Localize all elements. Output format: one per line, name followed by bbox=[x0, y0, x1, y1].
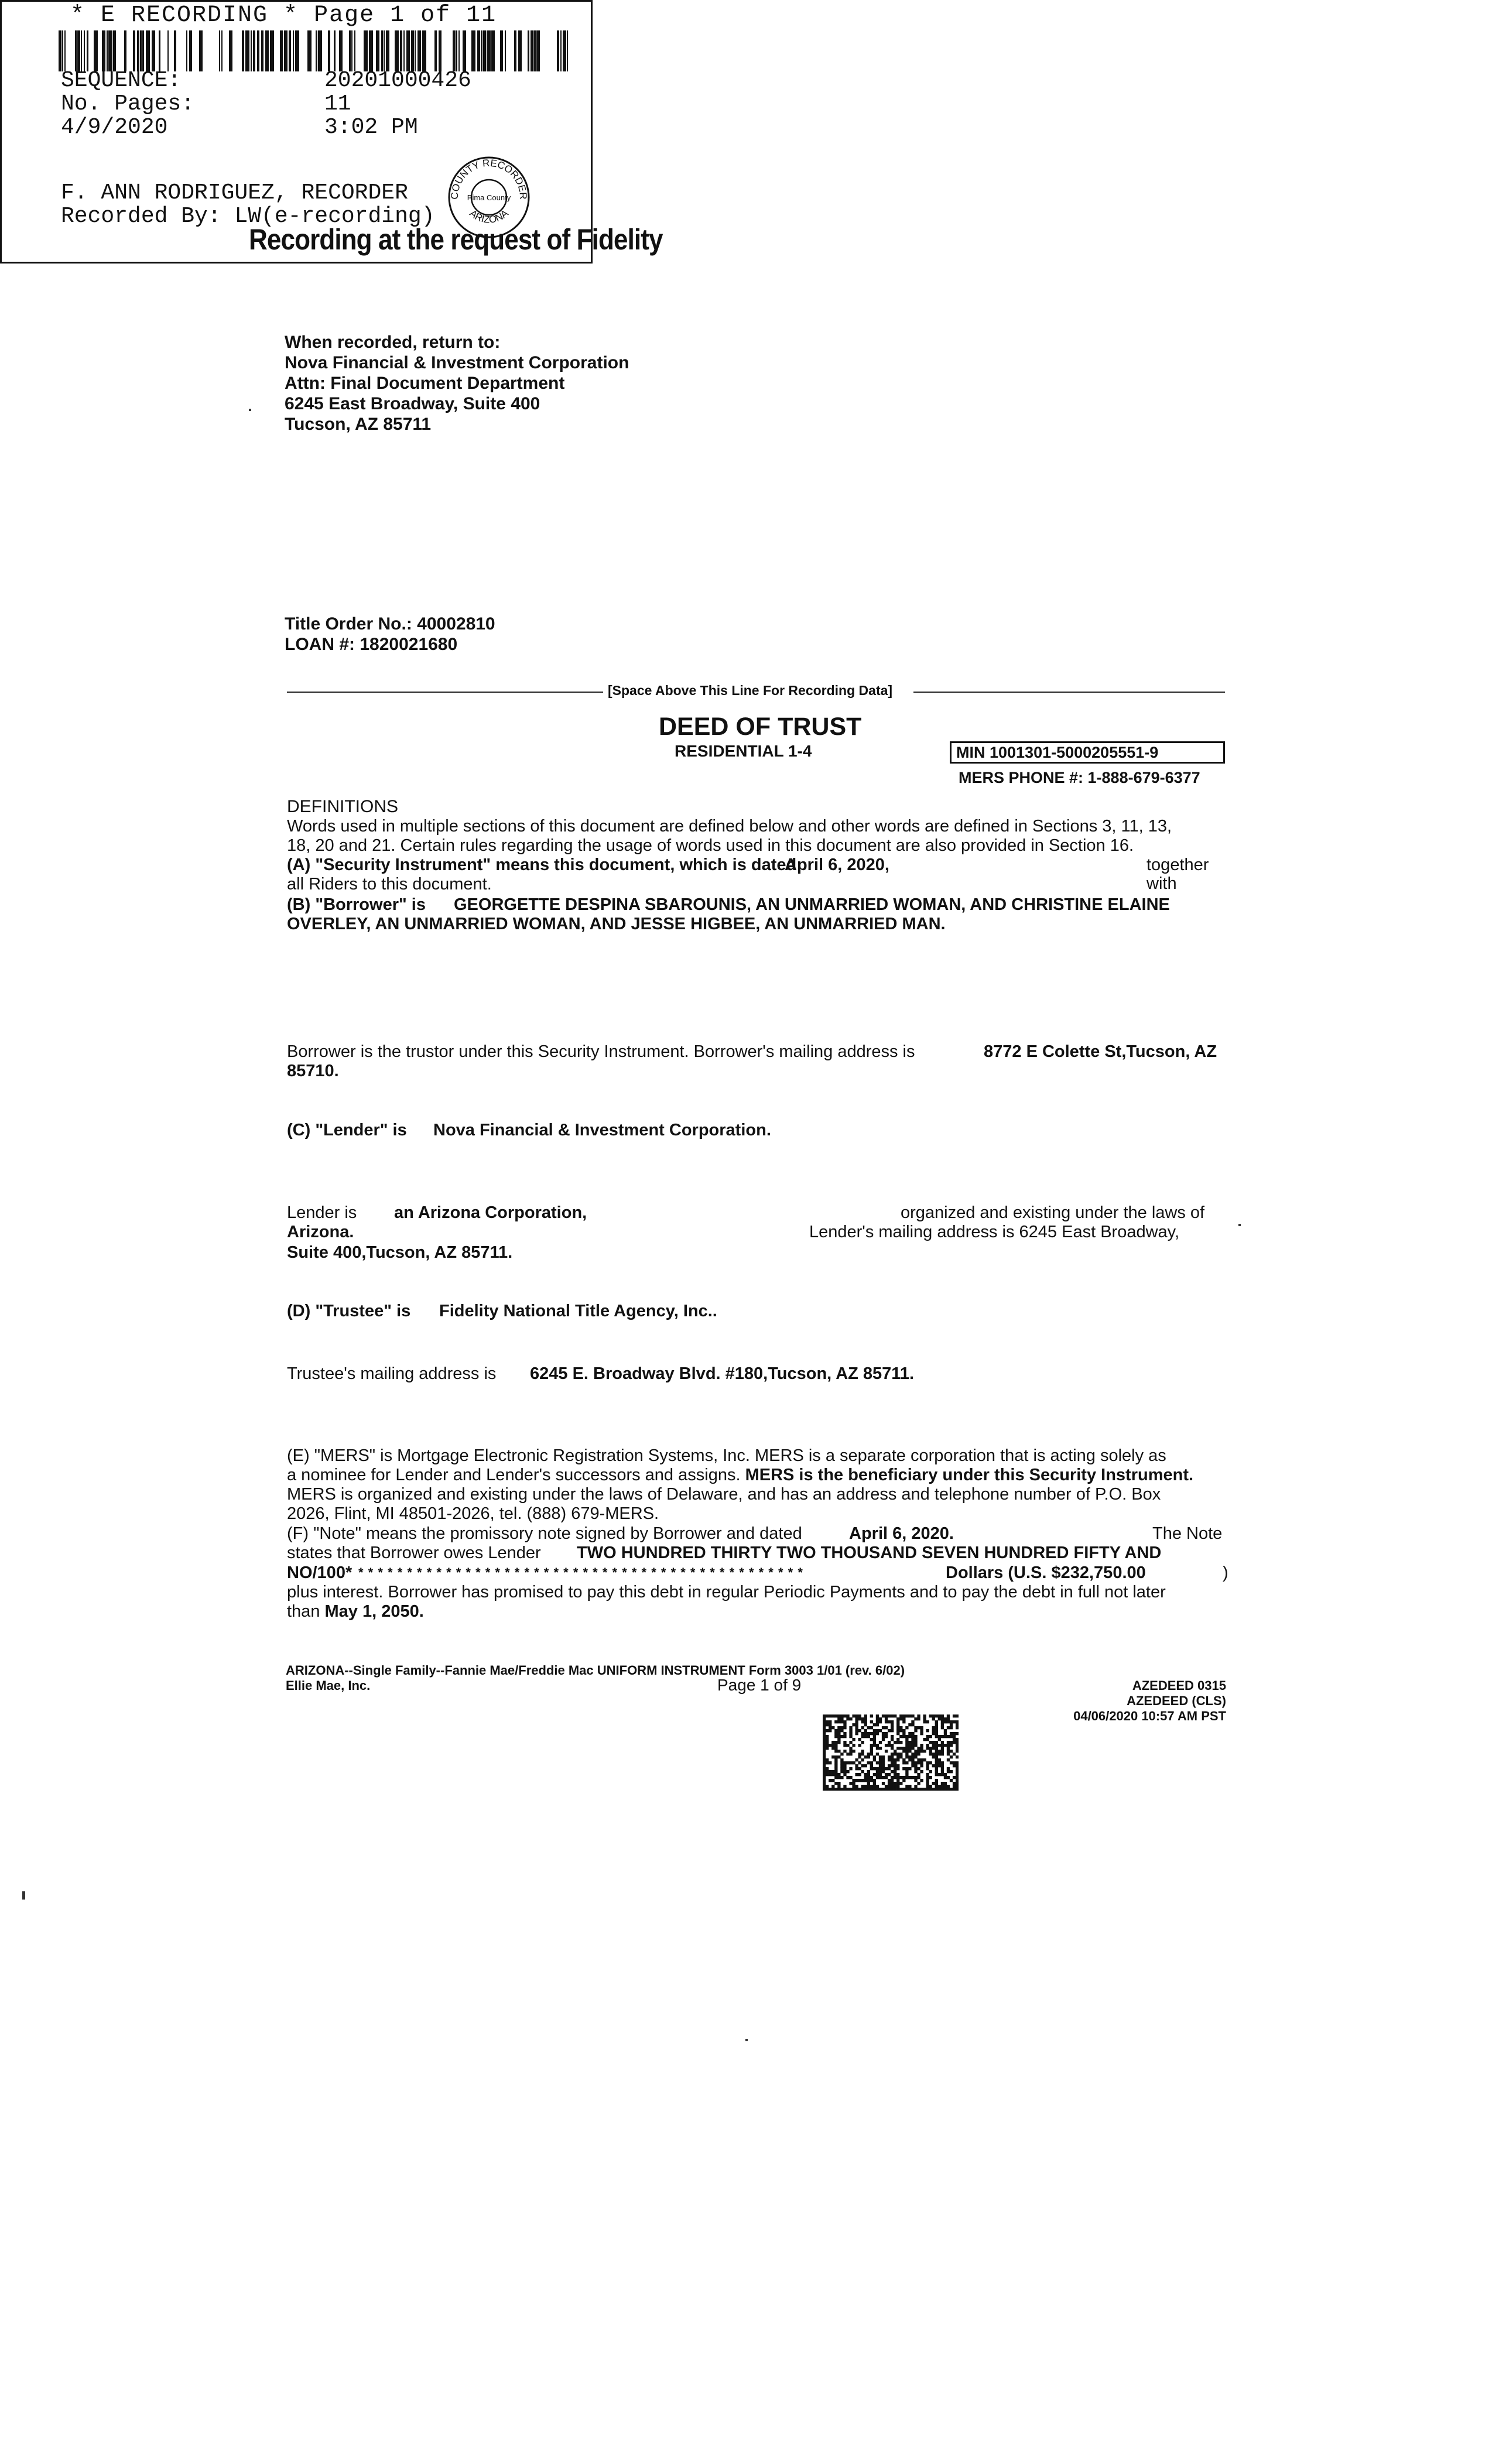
borrower-address-label: Borrower is the trustor under this Security Instrument. Borrower's mailing address is bbox=[287, 1042, 915, 1061]
note-amount-words-end: NO/100* bbox=[287, 1563, 352, 1582]
lender-name: Nova Financial & Investment Corporation. bbox=[433, 1121, 771, 1139]
definition-f-text: (F) "Note" means the promissory note signed by Borrower and dated bbox=[287, 1524, 802, 1543]
definition-b-line-1 bbox=[287, 895, 1236, 914]
definition-e-line-1: (E) "MERS" is Mortgage Electronic Registration Systems, Inc. MERS is a separate corporation that is acting solely as bbox=[287, 1446, 1166, 1465]
record-time: 3:02 PM bbox=[324, 115, 418, 140]
definition-f-line-4: plus interest. Borrower has promised to pay this debt in regular Periodic Payments and to pay the debt in full not later bbox=[287, 1583, 1166, 1601]
return-to-block bbox=[285, 332, 629, 434]
note-date: April 6, 2020. bbox=[849, 1524, 954, 1543]
form-identifier: ARIZONA--Single Family--Fannie Mae/Freddie Mac UNIFORM INSTRUMENT Form 3003 1/01 (rev. 6/02) bbox=[286, 1663, 905, 1678]
barcode-icon bbox=[59, 30, 568, 71]
lender-line-2 bbox=[287, 1223, 1236, 1241]
form-timestamp: 04/06/2020 10:57 AM PST bbox=[1073, 1709, 1226, 1723]
definition-f-line-2 bbox=[287, 1544, 1236, 1562]
definition-a-tail: together with bbox=[1147, 855, 1209, 893]
definition-f-tail: The Note bbox=[1152, 1524, 1223, 1543]
lender-is-label: Lender is bbox=[287, 1203, 357, 1222]
recording-request: Recording at the request of Fidelity bbox=[249, 223, 663, 256]
min-number-box: MIN 1001301-5000205551-9 bbox=[950, 741, 1225, 764]
definition-a-line-2: all Riders to this document. bbox=[287, 875, 492, 894]
mers-beneficiary: MERS is the beneficiary under this Security Instrument. bbox=[745, 1466, 1194, 1484]
lender-line-1 bbox=[287, 1203, 1236, 1222]
sequence-value: 20201000426 bbox=[324, 68, 471, 93]
pages-label: No. Pages: bbox=[61, 91, 195, 117]
lender-address-label: Lender's mailing address is 6245 East Broadway, bbox=[809, 1223, 1180, 1241]
title-order-number: Title Order No.: 40002810 bbox=[285, 614, 495, 634]
definition-f-line-1 bbox=[287, 1524, 1236, 1543]
sequence-label: SEQUENCE: bbox=[61, 68, 182, 93]
loan-number: LOAN #: 1820021680 bbox=[285, 635, 458, 654]
page-number: Page 1 of 9 bbox=[717, 1676, 802, 1694]
note-amount-dollars: Dollars (U.S. $232,750.00 bbox=[946, 1563, 1146, 1582]
lender-type: an Arizona Corporation, bbox=[394, 1203, 587, 1222]
recorder-name: F. ANN RODRIGUEZ, RECORDER bbox=[61, 180, 408, 206]
definition-e-line-3: MERS is organized and existing under the laws of Delaware, and has an address and telephone number of P.O. Box bbox=[287, 1485, 1161, 1504]
definition-e-text: a nominee for Lender and Lender's successors and assigns. bbox=[287, 1466, 741, 1484]
svg-text:Pima County: Pima County bbox=[467, 193, 511, 202]
note-fill-stars: * * * * * * * * * * * * * * * * * * * * * * * * * * * * * * * * * * * * * * * * * * * * * * bbox=[358, 1565, 803, 1580]
svg-text:ARIZONA: ARIZONA bbox=[467, 207, 511, 225]
return-to-line: 6245 East Broadway, Suite 400 bbox=[285, 394, 540, 413]
borrower-names-1: GEORGETTE DESPINA SBAROUNIS, AN UNMARRIED WOMAN, AND CHRISTINE ELAINE bbox=[454, 895, 1170, 914]
scan-speck bbox=[1238, 1224, 1241, 1226]
trustee-address-value: 6245 E. Broadway Blvd. #180,Tucson, AZ 85711. bbox=[530, 1364, 915, 1383]
order-block bbox=[285, 614, 495, 655]
definition-e-line-2 bbox=[287, 1466, 1236, 1484]
return-to-line: Tucson, AZ 85711 bbox=[285, 415, 432, 434]
definition-f-line-3 bbox=[287, 1563, 1236, 1582]
recorded-by: Recorded By: LW(e-recording) bbox=[61, 204, 435, 229]
scan-speck bbox=[745, 2039, 748, 2041]
definitions-heading: DEFINITIONS bbox=[287, 797, 399, 816]
note-amount-words: TWO HUNDRED THIRTY TWO THOUSAND SEVEN HUNDRED FIFTY AND bbox=[577, 1544, 1162, 1562]
definition-d-label: (D) "Trustee" is bbox=[287, 1302, 411, 1320]
definition-a-text: (A) "Security Instrument" means this document, which is dated bbox=[287, 855, 797, 874]
mers-phone: MERS PHONE #: 1-888-679-6377 bbox=[959, 769, 1200, 786]
scan-speck bbox=[249, 409, 251, 411]
return-to-line: Nova Financial & Investment Corporation bbox=[285, 353, 629, 372]
lender-org: organized and existing under the laws of bbox=[901, 1203, 1205, 1222]
pages-value: 11 bbox=[324, 91, 351, 117]
trustee-address-label: Trustee's mailing address is bbox=[287, 1364, 497, 1383]
trustee-name: Fidelity National Title Agency, Inc.. bbox=[439, 1302, 717, 1320]
form-vendor: Ellie Mae, Inc. bbox=[286, 1678, 371, 1693]
lender-address-line-2: Suite 400,Tucson, AZ 85711. bbox=[287, 1243, 513, 1262]
form-code-1: AZEDEED 0315 bbox=[1132, 1678, 1226, 1693]
document-subtitle: RESIDENTIAL 1-4 bbox=[675, 742, 812, 760]
return-to-line: Attn: Final Document Department bbox=[285, 374, 565, 393]
datamatrix-code-icon bbox=[823, 1714, 959, 1791]
form-code-2: AZEDEED (CLS) bbox=[1127, 1693, 1226, 1708]
borrower-address-line-1 bbox=[287, 1042, 1236, 1061]
borrower-address-value: 8772 E Colette St,Tucson, AZ bbox=[984, 1042, 1217, 1061]
security-instrument-date: April 6, 2020, bbox=[785, 855, 889, 874]
document-title: DEED OF TRUST bbox=[659, 713, 862, 741]
definition-b-label: (B) "Borrower" is bbox=[287, 895, 426, 914]
note-owes-label: states that Borrower owes Lender bbox=[287, 1544, 541, 1562]
maturity-label: than bbox=[287, 1602, 320, 1621]
definition-e-line-4: 2026, Flint, MI 48501-2026, tel. (888) 679-MERS. bbox=[287, 1504, 659, 1523]
record-date: 4/9/2020 bbox=[61, 115, 168, 140]
definition-f-line-5 bbox=[287, 1602, 1236, 1621]
note-amount-close: ) bbox=[1223, 1563, 1228, 1582]
borrower-names-2: OVERLEY, AN UNMARRIED WOMAN, AND JESSE HIGBEE, AN UNMARRIED MAN. bbox=[287, 915, 946, 933]
trustee-address-line bbox=[287, 1364, 1236, 1383]
stamp-header: * E RECORDING * Page 1 of 11 bbox=[70, 2, 497, 29]
scan-speck bbox=[22, 1891, 25, 1900]
definition-c bbox=[287, 1121, 1236, 1139]
svg-text:COUNTY RECORDER: COUNTY RECORDER bbox=[449, 157, 529, 200]
recording-divider-label: [Space Above This Line For Recording Data] bbox=[608, 683, 893, 698]
return-to-heading: When recorded, return to: bbox=[285, 333, 501, 352]
maturity-date: May 1, 2050. bbox=[324, 1602, 424, 1621]
definition-c-label: (C) "Lender" is bbox=[287, 1121, 407, 1139]
definitions-intro-1: Words used in multiple sections of this document are defined below and other words are defined in Sections 3, 11, 13, bbox=[287, 817, 1172, 836]
definition-d bbox=[287, 1302, 1236, 1320]
lender-state: Arizona. bbox=[287, 1223, 354, 1241]
recording-divider-left bbox=[287, 692, 603, 693]
form-codes bbox=[1054, 1678, 1226, 1724]
definitions-intro-2: 18, 20 and 21. Certain rules regarding the usage of words used in this document are also provided in Section 16. bbox=[287, 836, 1134, 855]
borrower-address-line-2: 85710. bbox=[287, 1062, 339, 1080]
recording-divider-right bbox=[913, 692, 1225, 693]
